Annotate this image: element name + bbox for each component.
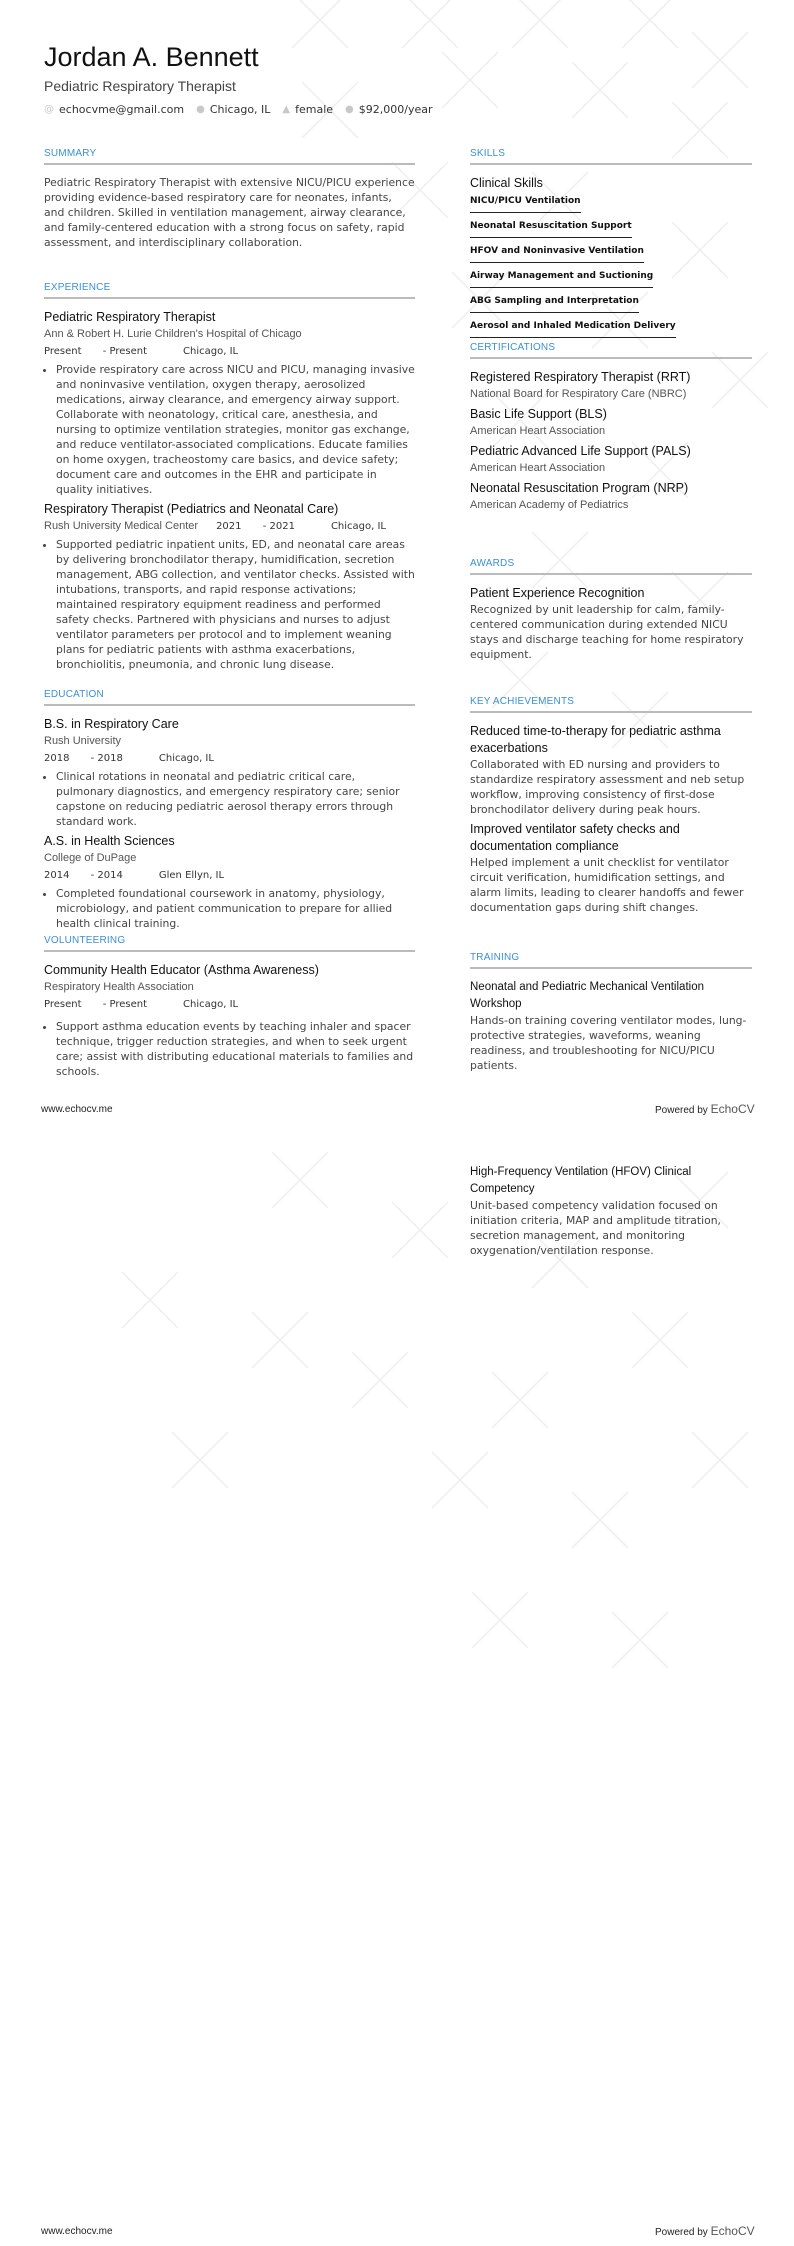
education-meta: 2014 - 2014 Glen Ellyn, IL <box>44 870 225 881</box>
pattern-chevron <box>692 32 748 88</box>
school: College of DuPage <box>44 852 137 864</box>
pattern-chevron <box>352 1352 408 1408</box>
powered-by-label: Powered by <box>655 2227 708 2238</box>
skill-group-title: Clinical Skills <box>470 176 543 190</box>
degree: A.S. in Health Sciences <box>44 834 175 848</box>
achievement-description: Helped implement a unit checklist for ventilator circuit verification, humidification settings, and alarm limits, leading to clearer handoffs and fewer documentation gaps during shift changes. <box>470 856 744 914</box>
end-date: Present <box>109 999 148 1010</box>
job-meta: Rush University Medical Center 2021 - 2021 Chicago, IL <box>44 520 387 532</box>
pattern-chevron <box>472 1592 528 1648</box>
skill-tag: Aerosol and Inhaled Medication Delivery <box>470 319 676 338</box>
job-location: Chicago, IL <box>183 346 239 357</box>
school: Rush University <box>44 735 122 747</box>
education-meta: 2018 - 2018 Chicago, IL <box>44 753 214 764</box>
volunteering-section <box>44 935 415 1083</box>
certification-title: Basic Life Support (BLS) <box>470 407 607 421</box>
job-title: Respiratory Therapist (Pediatrics and Neonatal Care) <box>44 502 339 516</box>
skill-list <box>470 194 752 344</box>
end-date: 2014 <box>97 870 123 881</box>
training-section-continued <box>470 1164 752 1258</box>
certification-issuer: American Heart Association <box>470 462 606 474</box>
job-title: Pediatric Respiratory Therapist <box>44 310 216 324</box>
pattern-chevron <box>492 1372 548 1428</box>
pattern-chevron <box>442 52 498 108</box>
salary-icon: ● <box>345 104 354 115</box>
certification-issuer: American Academy of Pediatrics <box>470 499 629 511</box>
training-section <box>470 952 752 1073</box>
contact-info <box>44 103 433 116</box>
pattern-chevron <box>272 1152 328 1208</box>
award-description: Recognized by unit leadership for calm, family-centered communication during extended NICU stays and discharge teaching for home respiratory equipment. <box>470 603 744 661</box>
school-location: Glen Ellyn, IL <box>158 870 225 881</box>
training-title: Neonatal and Pediatric Mechanical Ventilation Workshop <box>470 981 704 1010</box>
volunteer-role: Community Health Educator (Asthma Awareness) <box>44 963 319 977</box>
certification-title: Pediatric Advanced Life Support (PALS) <box>470 444 691 458</box>
experience-item <box>44 501 415 672</box>
training-description: Hands-on training covering ventilator modes, lung-protective strategies, waveforms, weaning readiness, and troubleshooting for NICU/PICU patients. <box>470 1014 747 1072</box>
brand-logo: EchoCV <box>710 1102 755 1116</box>
pattern-chevron <box>392 1202 448 1258</box>
gender: female <box>295 103 334 116</box>
end-date: Present <box>109 346 148 357</box>
job-meta: Present - Present Chicago, IL <box>44 346 239 357</box>
candidate-title: Pediatric Respiratory Therapist <box>44 78 236 94</box>
pattern-chevron <box>622 0 678 48</box>
education-item <box>44 833 415 931</box>
section-heading: EXPERIENCE <box>44 282 415 299</box>
salary: $92,000/year <box>358 103 433 116</box>
skills-section <box>470 148 752 344</box>
certification-issuer: National Board for Respiratory Care (NBRC) <box>470 388 687 400</box>
employer: Rush University Medical Center <box>44 520 199 532</box>
pattern-chevron <box>632 1312 688 1368</box>
start-date: 2018 <box>44 753 70 764</box>
summary-section <box>44 148 415 250</box>
person-icon: ▲ <box>282 104 291 115</box>
volunteer-location: Chicago, IL <box>183 999 239 1010</box>
achievements-section <box>470 696 752 915</box>
end-date: 2018 <box>97 753 123 764</box>
certification-issuer: American Heart Association <box>470 425 606 437</box>
powered-by[interactable] <box>655 1102 755 1116</box>
start-date: 2021 <box>216 521 242 532</box>
section-heading: AWARDS <box>470 558 752 575</box>
education-section <box>44 689 415 935</box>
achievement-description: Collaborated with ED nursing and providers to standardize respiratory assessment and neb setup workflow, improving consistency of first-dose bronchodilator delivery during peak hours. <box>470 758 745 816</box>
employer: Ann & Robert H. Lurie Children's Hospital of Chicago <box>44 328 302 340</box>
section-heading: CERTIFICATIONS <box>470 342 752 359</box>
pattern-chevron <box>692 1432 748 1488</box>
skill-tag: ABG Sampling and Interpretation <box>470 294 639 313</box>
footer-website[interactable]: www.echocv.me <box>41 2226 113 2237</box>
volunteering-item <box>44 962 415 1079</box>
location: Chicago, IL <box>209 103 271 116</box>
volunteer-bullet: • Support asthma education events by teaching inhaler and spacer technique, trigger reduction strategies, and when to seek urgent care; assist with distributing educational materials to families and schools. <box>56 1019 415 1079</box>
pattern-chevron <box>292 0 348 48</box>
training-title: High-Frequency Ventilation (HFOV) Clinical Competency <box>470 1166 692 1195</box>
experience-item <box>44 309 415 497</box>
education-bullet: • Completed foundational coursework in anatomy, physiology, microbiology, and patient communication to prepare for allied health clinical training. <box>56 886 415 931</box>
awards-section <box>470 558 752 662</box>
certification-title: Neonatal Resuscitation Program (NRP) <box>470 481 689 495</box>
section-heading: VOLUNTEERING <box>44 935 415 952</box>
email-icon: @ <box>44 104 54 115</box>
brand-logo: EchoCV <box>710 2224 755 2238</box>
school-location: Chicago, IL <box>158 753 214 764</box>
education-item <box>44 716 415 829</box>
pattern-chevron <box>252 1312 308 1368</box>
pattern-chevron <box>172 1432 228 1488</box>
section-heading: EDUCATION <box>44 689 415 706</box>
achievement-title: Improved ventilator safety checks and documentation compliance <box>470 822 680 853</box>
skill-tag: NICU/PICU Ventilation <box>470 194 581 213</box>
powered-by[interactable] <box>655 2224 755 2238</box>
section-heading: KEY ACHIEVEMENTS <box>470 696 752 713</box>
job-bullet: • Provide respiratory care across NICU and PICU, managing invasive and noninvasive ventilation, oxygen therapy, aerosolized medications, airway clearance, and emergency airway support. Collaborate with neonatology, critical care, anesthesia, and nursing to optimize ventilation strategies, monitor gas exchange, and reduce ventilator-associated complications. Educate families on home oxygen, tracheostomy care basics, and device safety; document care and outcomes in the EHR and participate in quality initiatives. <box>56 362 415 497</box>
volunteer-org: Respiratory Health Association <box>44 981 194 993</box>
summary-text: Pediatric Respiratory Therapist with extensive NICU/PICU experience providing evidence-based respiratory care for neonates, infants, and children. Skilled in ventilation management, airway clearance, and family-centered education with a strong focus on safety, rapid assessment, and interdisciplinary collaboration. <box>44 176 415 249</box>
location-pin-icon: ● <box>196 104 205 115</box>
job-location: Chicago, IL <box>330 521 387 532</box>
start-date: Present <box>44 999 82 1010</box>
start-date: Present <box>44 346 82 357</box>
pattern-chevron <box>512 0 568 48</box>
award-title: Patient Experience Recognition <box>470 586 645 600</box>
powered-by-label: Powered by <box>655 1105 708 1116</box>
email[interactable]: echocvme@gmail.com <box>59 103 185 116</box>
candidate-name: Jordan A. Bennett <box>44 42 259 72</box>
pattern-chevron <box>122 1272 178 1328</box>
education-bullet: • Clinical rotations in neonatal and pediatric critical care, pulmonary diagnostics, and emergency respiratory care; senior capstone on reducing pediatric aerosol therapy errors through standard work. <box>56 769 415 829</box>
certifications-section <box>470 342 752 514</box>
volunteer-meta: Present - Present Chicago, IL <box>44 999 239 1010</box>
pattern-chevron <box>572 1492 628 1548</box>
pattern-chevron <box>612 1612 668 1668</box>
pattern-chevron <box>402 0 458 48</box>
experience-section <box>44 282 415 676</box>
start-date: 2014 <box>44 870 70 881</box>
pattern-chevron <box>432 1452 488 1508</box>
section-heading: TRAINING <box>470 952 752 969</box>
end-date: 2021 <box>269 521 295 532</box>
pattern-chevron <box>572 62 628 118</box>
degree: B.S. in Respiratory Care <box>44 717 179 731</box>
training-description: Unit-based competency validation focused on initiation criteria, MAP and amplitude titration, secretion management, and monitoring oxygenation/ventilation response. <box>470 1199 721 1257</box>
section-heading: SUMMARY <box>44 148 415 165</box>
skill-tag: Neonatal Resuscitation Support <box>470 219 632 238</box>
section-heading: SKILLS <box>470 148 752 165</box>
job-bullet: • Supported pediatric inpatient units, ED, and neonatal care areas by delivering bronchodilator therapy, humidification, secretion management, ABG collection, and ventilator checks. Assisted with intubations, transports, and rapid response activations; maintained respiratory equipment readiness and performed safety checks. Partnered with physicians and nurses to adjust ventilator parameters per protocol and to implement weaning plans for pediatric patients with asthma exacerbations, bronchiolitis, pneumonia, and chronic lung disease. <box>56 537 415 672</box>
skill-tag: HFOV and Noninvasive Ventilation <box>470 244 644 263</box>
skill-tag: Airway Management and Suctioning <box>470 269 653 288</box>
certification-title: Registered Respiratory Therapist (RRT) <box>470 370 691 384</box>
achievement-title: Reduced time-to-therapy for pediatric asthma exacerbations <box>470 724 721 755</box>
footer-website[interactable]: www.echocv.me <box>41 1104 113 1115</box>
